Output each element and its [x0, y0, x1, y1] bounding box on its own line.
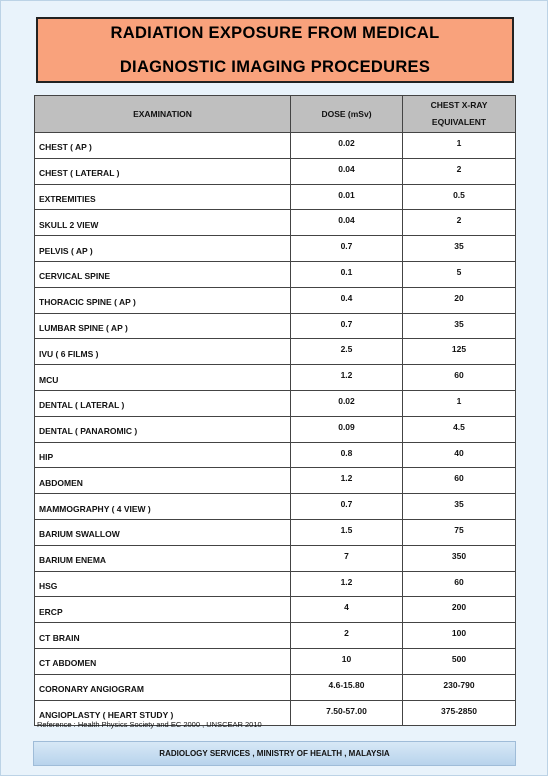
cell-chest-xray-equivalent: 1	[403, 133, 516, 159]
table-row	[35, 287, 516, 313]
cell-dose: 0.04	[291, 158, 403, 184]
cell-dose: 0.7	[291, 313, 403, 339]
cell-dose: 0.02	[291, 133, 403, 159]
cell-chest-xray-equivalent: 35	[403, 494, 516, 520]
dose-table	[34, 95, 516, 726]
cell-chest-xray-equivalent: 500	[403, 648, 516, 674]
cell-examination: DENTAL ( LATERAL )	[35, 390, 291, 416]
table-row	[35, 261, 516, 287]
cell-dose: 0.01	[291, 184, 403, 210]
table-row	[35, 545, 516, 571]
table-row	[35, 674, 516, 700]
cell-chest-xray-equivalent: 40	[403, 442, 516, 468]
table-row	[35, 133, 516, 159]
table-row	[35, 494, 516, 520]
table-row	[35, 236, 516, 262]
cell-dose: 4	[291, 597, 403, 623]
cell-examination: CT BRAIN	[35, 623, 291, 649]
title-banner	[36, 17, 514, 83]
cell-examination: CERVICAL SPINE	[35, 261, 291, 287]
cell-examination: CHEST ( AP )	[35, 133, 291, 159]
cell-examination: SKULL 2 VIEW	[35, 210, 291, 236]
header-cxr-line-2: EQUIVALENT	[431, 117, 487, 127]
table-row	[35, 184, 516, 210]
cell-chest-xray-equivalent: 75	[403, 519, 516, 545]
cell-dose: 1.2	[291, 365, 403, 391]
footer-banner	[33, 741, 516, 766]
header-examination: EXAMINATION	[35, 96, 291, 133]
table-body	[35, 133, 516, 726]
cell-examination: IVU ( 6 FILMS )	[35, 339, 291, 365]
cell-dose: 7.50-57.00	[291, 700, 403, 726]
cell-examination: PELVIS ( AP )	[35, 236, 291, 262]
table-row	[35, 158, 516, 184]
cell-examination: HIP	[35, 442, 291, 468]
cell-chest-xray-equivalent: 375-2850	[403, 700, 516, 726]
table-row	[35, 648, 516, 674]
table-row	[35, 442, 516, 468]
table-row	[35, 519, 516, 545]
table-row	[35, 468, 516, 494]
cell-examination: BARIUM ENEMA	[35, 545, 291, 571]
cell-chest-xray-equivalent: 100	[403, 623, 516, 649]
table-row	[35, 339, 516, 365]
cell-dose: 2.5	[291, 339, 403, 365]
cell-dose: 0.7	[291, 494, 403, 520]
table-row	[35, 390, 516, 416]
cell-chest-xray-equivalent: 5	[403, 261, 516, 287]
cell-dose: 0.1	[291, 261, 403, 287]
cell-examination: DENTAL ( PANAROMIC )	[35, 416, 291, 442]
cell-chest-xray-equivalent: 60	[403, 468, 516, 494]
cell-dose: 10	[291, 648, 403, 674]
table-row	[35, 416, 516, 442]
cell-examination: CT ABDOMEN	[35, 648, 291, 674]
cell-dose: 0.8	[291, 442, 403, 468]
cell-chest-xray-equivalent: 2	[403, 158, 516, 184]
header-cxr-line-1: CHEST X-RAY	[430, 100, 488, 110]
table-row	[35, 571, 516, 597]
header-dose: DOSE (mSv)	[291, 96, 403, 133]
table-row	[35, 313, 516, 339]
cell-examination: CHEST ( LATERAL )	[35, 158, 291, 184]
cell-dose: 0.4	[291, 287, 403, 313]
header-chest-xray-equivalent	[403, 96, 516, 133]
cell-examination: EXTREMITIES	[35, 184, 291, 210]
title-line-1: RADIATION EXPOSURE FROM MEDICAL	[110, 24, 440, 42]
cell-chest-xray-equivalent: 4.5	[403, 416, 516, 442]
table-row	[35, 365, 516, 391]
cell-examination: MAMMOGRAPHY ( 4 VIEW )	[35, 494, 291, 520]
cell-examination: HSG	[35, 571, 291, 597]
title-line-2: DIAGNOSTIC IMAGING PROCEDURES	[119, 58, 431, 76]
cell-chest-xray-equivalent: 230-790	[403, 674, 516, 700]
cell-chest-xray-equivalent: 0.5	[403, 184, 516, 210]
footer-text: RADIOLOGY SERVICES , MINISTRY OF HEALTH , MALAYSIA	[159, 749, 390, 758]
cell-chest-xray-equivalent: 35	[403, 236, 516, 262]
cell-examination: ABDOMEN	[35, 468, 291, 494]
cell-chest-xray-equivalent: 350	[403, 545, 516, 571]
cell-examination: LUMBAR SPINE ( AP )	[35, 313, 291, 339]
cell-dose: 1.5	[291, 519, 403, 545]
cell-dose: 0.7	[291, 236, 403, 262]
table-header-row	[35, 96, 516, 133]
cell-chest-xray-equivalent: 60	[403, 571, 516, 597]
cell-examination: ERCP	[35, 597, 291, 623]
cell-dose: 0.04	[291, 210, 403, 236]
cell-chest-xray-equivalent: 125	[403, 339, 516, 365]
table-row	[35, 623, 516, 649]
cell-dose: 0.02	[291, 390, 403, 416]
cell-chest-xray-equivalent: 35	[403, 313, 516, 339]
cell-examination: BARIUM SWALLOW	[35, 519, 291, 545]
cell-chest-xray-equivalent: 2	[403, 210, 516, 236]
table-row	[35, 597, 516, 623]
cell-examination: MCU	[35, 365, 291, 391]
reference-note: Reference : Health Physics Society and EC 2000 , UNSCEAR 2010	[37, 720, 262, 729]
cell-dose: 2	[291, 623, 403, 649]
cell-chest-xray-equivalent: 1	[403, 390, 516, 416]
table-row	[35, 210, 516, 236]
cell-examination: THORACIC SPINE ( AP )	[35, 287, 291, 313]
cell-chest-xray-equivalent: 60	[403, 365, 516, 391]
cell-examination: CORONARY ANGIOGRAM	[35, 674, 291, 700]
cell-dose: 7	[291, 545, 403, 571]
cell-examination: ANGIOPLASTY ( HEART STUDY )	[35, 700, 291, 726]
cell-dose: 1.2	[291, 468, 403, 494]
cell-chest-xray-equivalent: 20	[403, 287, 516, 313]
cell-chest-xray-equivalent: 200	[403, 597, 516, 623]
cell-dose: 4.6-15.80	[291, 674, 403, 700]
cell-dose: 0.09	[291, 416, 403, 442]
cell-dose: 1.2	[291, 571, 403, 597]
